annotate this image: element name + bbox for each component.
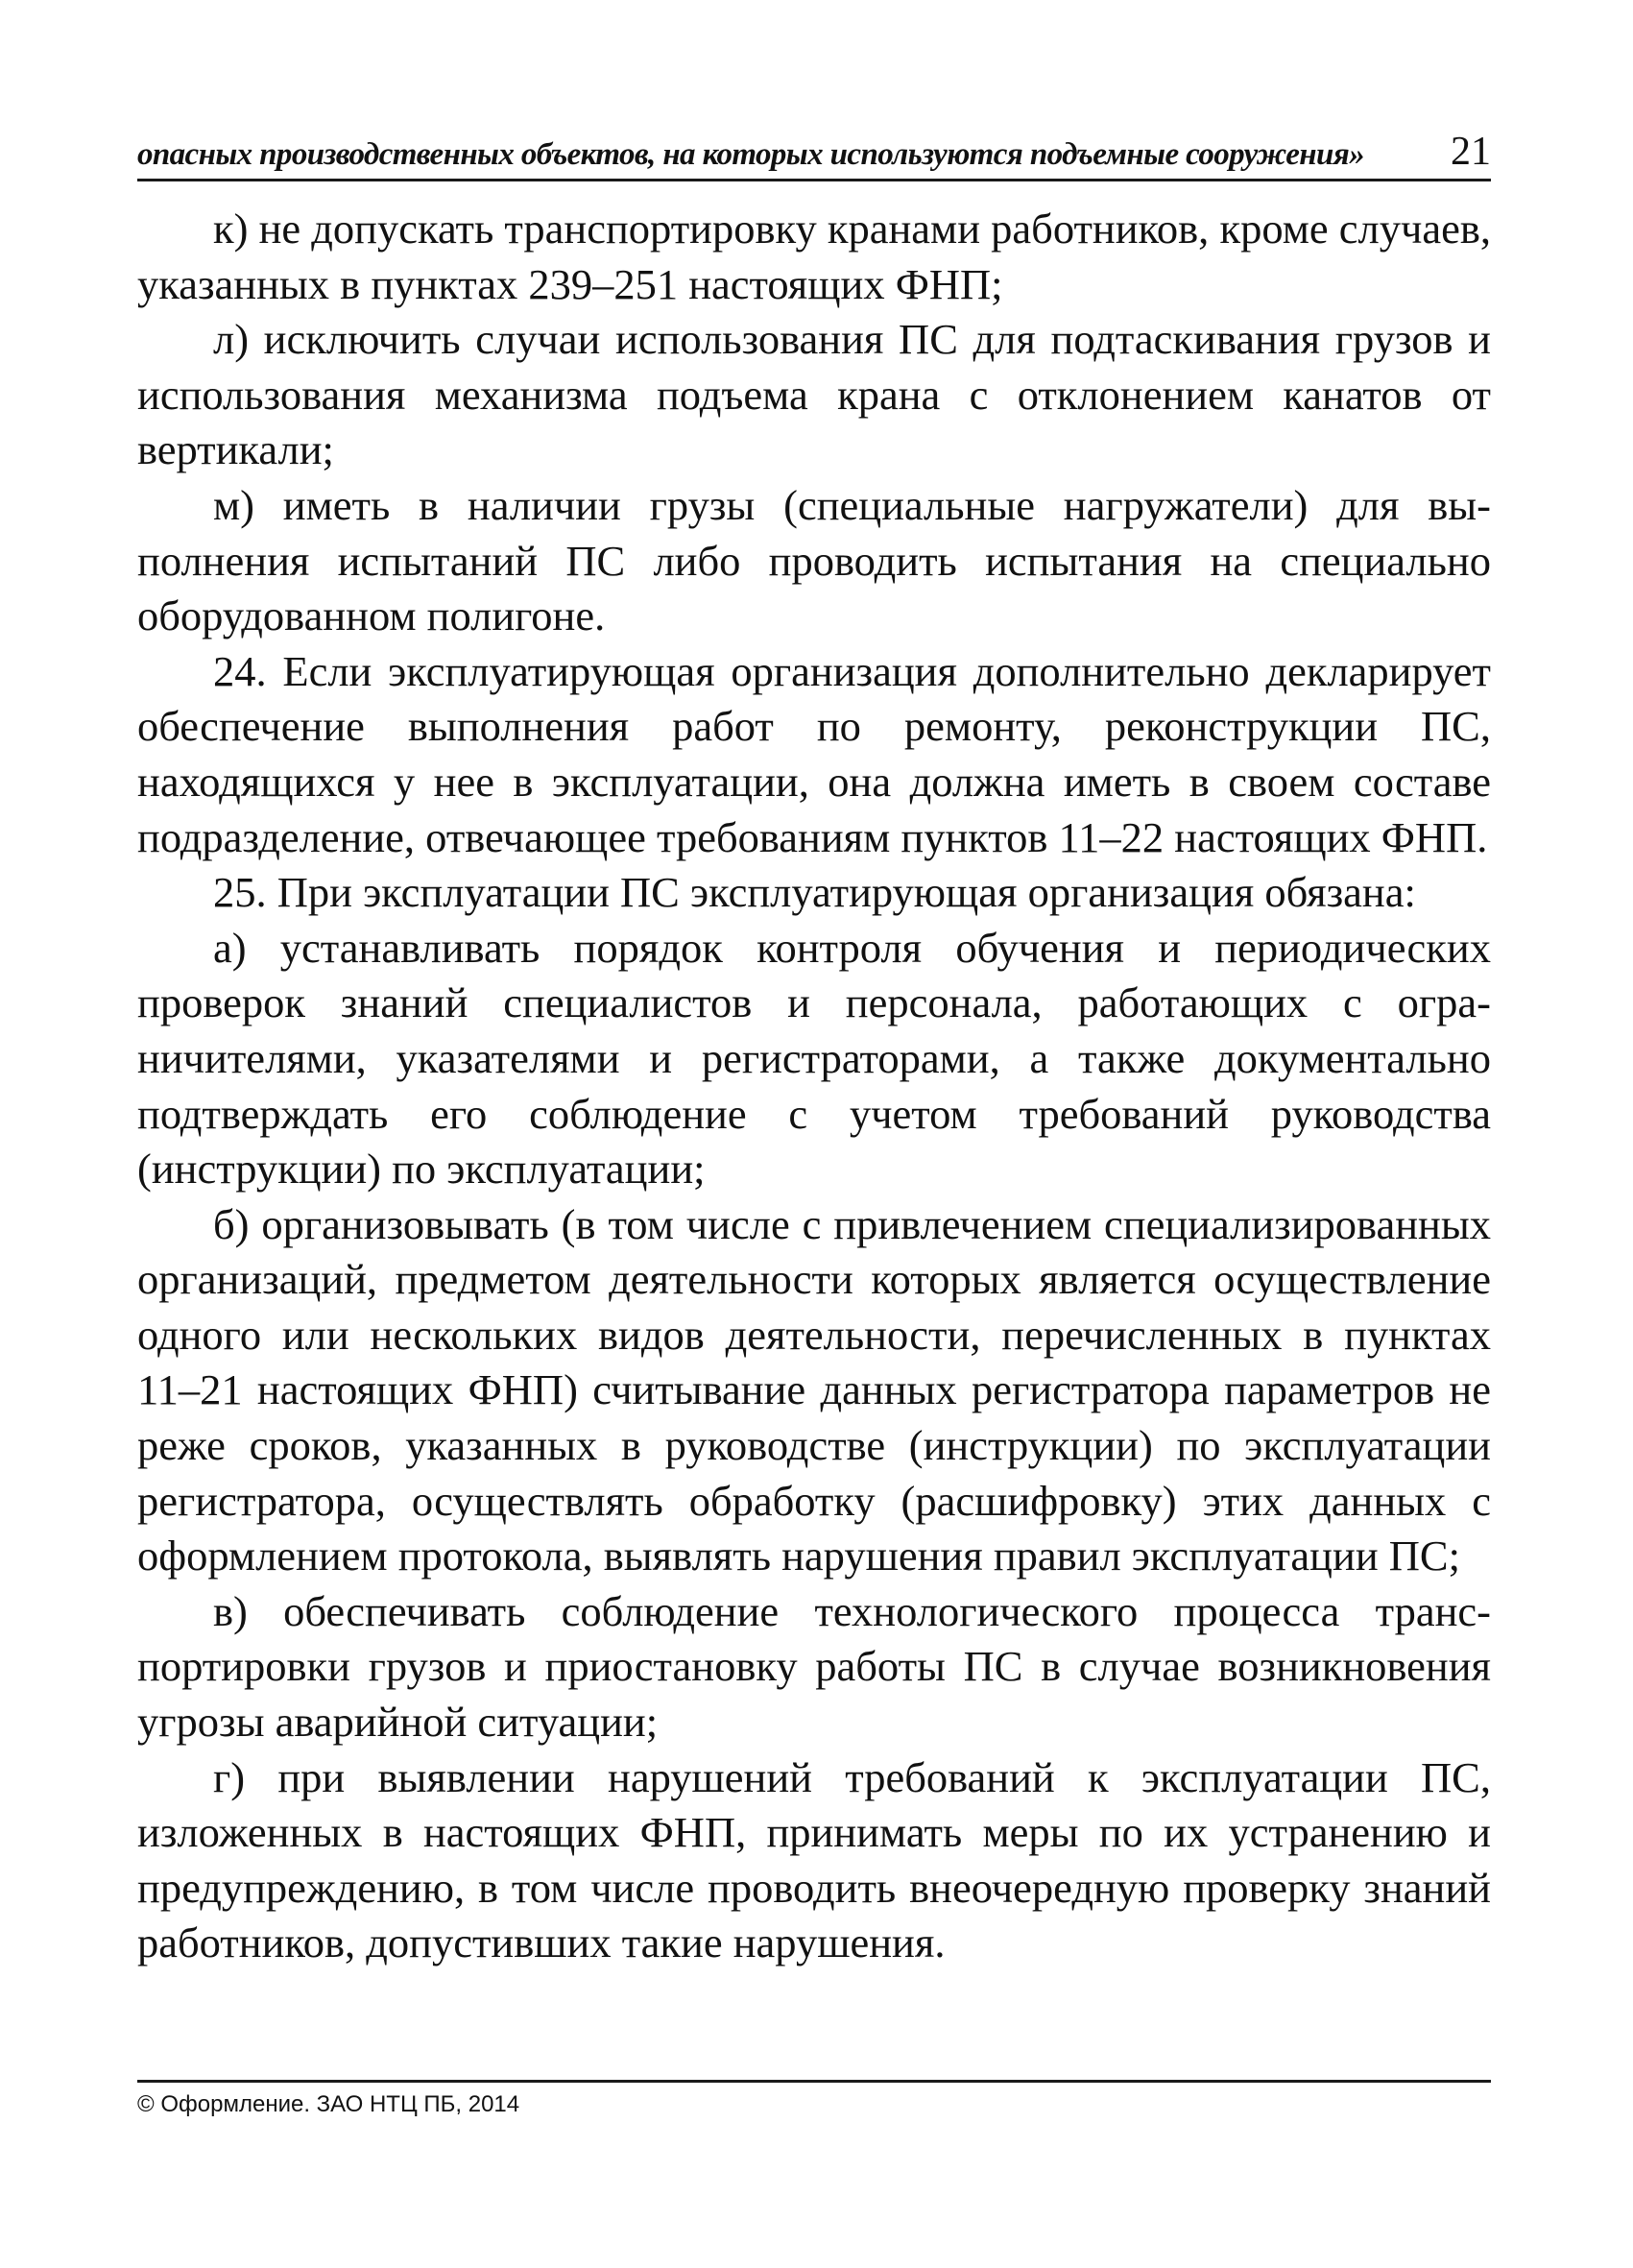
paragraph-clause-24: 24. Если эксплуатирующая организация дополнительно декларирует обеспечение выполнения работ по ремонту, реконструкции ПС, находящихся у нее в эксплуатации, она должна иметь в своем составе подразделение, отвечающее требованиям пунктов 11–22 настоящих ФНП. (137, 646, 1491, 861)
paragraph-item-b: б) организовывать (в том числе с привлечением специализированных организаций, предметом деятельности которых является осуществление одного или нескольких видов деятельности, перечисленных в пунктах 11–21 настоящих ФНП) считывание данных регистратора параметров не реже сроков, указанных в руководстве (инструкции) по эксплуатации регистратора, осуществлять обработку (расшифровку) этих данных с оформлением протокола, выявлять нарушения правил эксплуатации ПС; (137, 1199, 1491, 1580)
paragraph-item-v: в) обеспечивать соблюдение технологического процесса транспортировки грузов и приостановку работы ПС в случае возникновения угрозы аварийной ситуации; (137, 1586, 1491, 1747)
page-number: 21 (1451, 130, 1491, 174)
running-header (137, 121, 1491, 181)
paragraph-item-g: г) при выявлении нарушений требований к эксплуатации ПС, изложенных в настоящих ФНП, принимать меры по их устранению и предупреждению, в том числе проводить внеочередную проверку знаний работников, допустивших такие нарушения. (137, 1752, 1491, 1967)
running-title: опасных производственных объектов, на которых используются подъемные сооружения» (137, 137, 1365, 172)
paragraph-item-a: а) устанавливать порядок контроля обучения и периодических проверок знаний специалистов и персонала, работающих с ограничителями, указателями и регистраторами, а также документально подтверждать его соблюдение с учетом требований руководства (инструкции) по эксплуатации; (137, 923, 1491, 1194)
body-text (137, 202, 1491, 1971)
paragraph-item-k: к) не допускать транспортировку кранами работников, кроме случаев, указанных в пунктах 239–251 настоящих ФНП; (137, 205, 1491, 308)
footer-copyright: © Оформление. ЗАО НТЦ ПБ, 2014 (137, 2091, 520, 2117)
paragraph-item-m: м) иметь в наличии грузы (специальные нагружатели) для выполнения испытаний ПС либо проводить испытания на специально оборудованном полигоне. (137, 480, 1491, 640)
paragraph-item-l: л) исключить случаи использования ПС для подтаскивания грузов и использования механизма подъема крана с отклонением канатов от вертикали; (137, 315, 1491, 474)
footer-rule (137, 2080, 1491, 2083)
paragraph-clause-25: 25. При эксплуатации ПС эксплуатирующая организация обязана: (213, 868, 1416, 917)
